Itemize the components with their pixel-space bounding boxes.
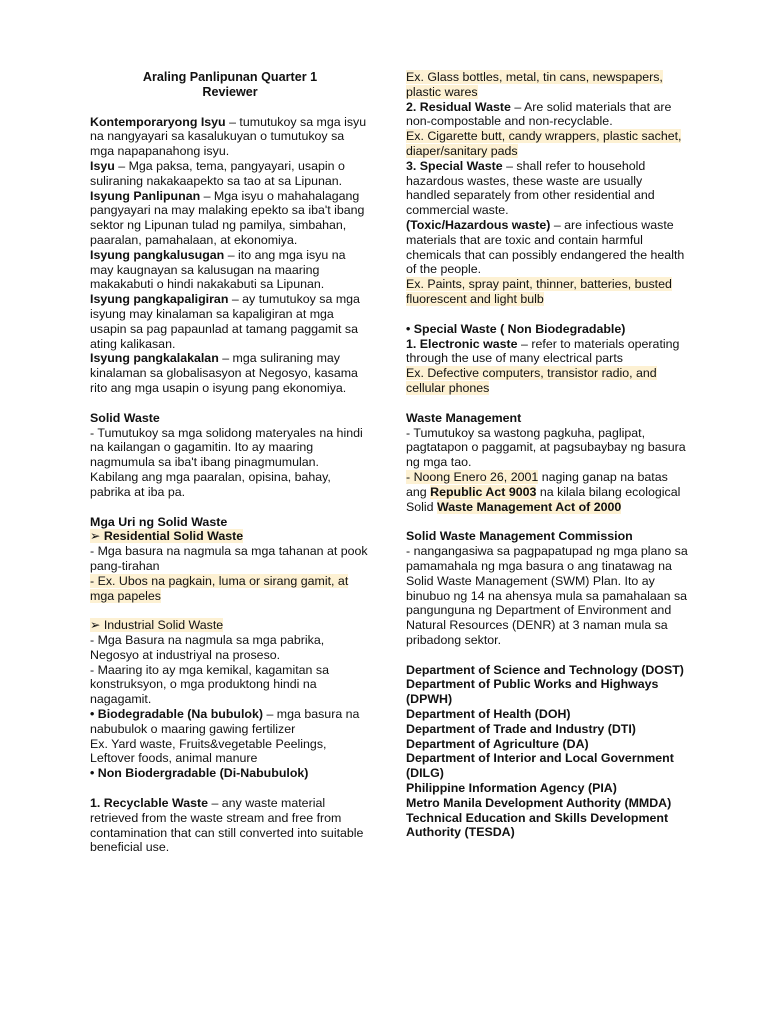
industrial-heading: ➢ Industrial Solid Waste <box>90 618 224 633</box>
recyclable-example: Ex. Glass bottles, metal, tin cans, newspapers, plastic wares <box>406 70 663 99</box>
agency-item: Department of Trade and Industry (DTI) <box>406 721 636 736</box>
biodegradable-example: Ex. Yard waste, Fruits&vegetable Peelings, Leftover foods, animal manure <box>90 736 327 766</box>
residual-example: Ex. Cigarette butt, candy wrappers, plastic sachet, diaper/sanitary pads <box>406 129 682 158</box>
recyclable-waste-entry <box>90 796 370 855</box>
mga-uri-heading: Mga Uri ng Solid Waste <box>90 514 228 529</box>
term: 1. Electronic waste <box>406 336 518 351</box>
isyung-pangkalusugan-entry <box>90 248 370 292</box>
republic-act-paragraph: - Noong Enero 26, 2001 naging ganap na batas ang Republic Act 9003 na kilala bilang ecological Solid Waste Management Act of 2000 <box>406 469 681 514</box>
isyung-pangkalakalan-entry <box>90 351 370 395</box>
right-column <box>406 70 688 840</box>
term: • Biodegradable (Na bubulok) <box>90 707 263 722</box>
solid-waste-heading: Solid Waste <box>90 410 160 425</box>
special-waste-non-bio-heading: • Special Waste ( Non Biodegradable) <box>406 321 626 336</box>
definition: – Are solid materials that are non-compostable and non-recyclable. <box>406 99 672 129</box>
residential-definition: - Mga basura na nagmula sa mga tahanan at pook pang-tirahan <box>90 544 368 573</box>
residential-example: - Ex. Ubos na pagkain, luma or sirang gamit, at mga papeles <box>90 573 349 603</box>
solid-waste-definition: - Tumutukoy sa mga solidong materyales na hindi na kailangan o gagamitin. Ito ay maaring nagmumula sa iba't ibang pinagmumulan. Kabilang ang mga paaralan, opisina, bahay, pabrika at iba pa. <box>90 425 363 499</box>
agency-list <box>406 663 688 841</box>
special-waste-entry <box>406 159 688 218</box>
toxic-waste-entry <box>406 218 688 277</box>
biodegradable-entry <box>90 707 370 737</box>
definition: – are infectious waste materials that are toxic and contain harmful chemicals that can possibly endangered the health of the people. <box>406 217 685 277</box>
definition: – refer to materials operating through the use of many electrical parts <box>406 336 680 366</box>
republic-act-highlight: Republic Act 9003 <box>430 484 537 499</box>
residential-heading: ➢ Residential Solid Waste <box>90 529 244 544</box>
agency-item: Department of Agriculture (DA) <box>406 736 589 751</box>
agency-item: Department of Health (DOH) <box>406 707 571 722</box>
isyu-entry <box>90 159 370 189</box>
agency-item: Technical Education and Skills Development Authority (TESDA) <box>406 810 669 840</box>
term: Isyung pangkalakalan <box>90 351 219 366</box>
industrial-definition-1: - Mga Basura na nagmula sa mga pabrika, Negosyo at industriyal na proseso. <box>90 633 325 662</box>
definition: – any waste material retrieved from the waste stream and free from contamination that can still converted into suitable beneficial use. <box>90 796 364 855</box>
agency-item: Department of Interior and Local Government (DILG) <box>406 751 674 781</box>
toxic-example: Ex. Paints, spray paint, thinner, batteries, busted fluorescent and light bulb <box>406 277 672 306</box>
agency-item: Metro Manila Development Authority (MMDA) <box>406 795 672 810</box>
isyung-panlipunan-entry <box>90 189 370 248</box>
term: Isyung pangkalusugan <box>90 247 225 262</box>
term: 3. Special Waste <box>406 158 503 173</box>
agency-item: Philippine Information Agency (PIA) <box>406 781 617 796</box>
residual-waste-entry <box>406 100 688 130</box>
act-name-highlight: Waste Management Act of 2000 <box>437 499 622 514</box>
definition: – Mga isyu o mahahalagang pangyayari na may malaking epekto sa iba't ibang sektor ng Lipunan tulad ng pamilya, simbahan, paaralan, pamahalaan, at ekonomiya. <box>90 188 365 247</box>
definition: – mga basura na nabubulok o maaring gawing fertilizer <box>90 707 360 736</box>
definition: – ito ang mga isyu na may kaugnayan sa kalusugan na maaring makakabuti o hindi nakakabuti sa Lipunan. <box>90 247 346 292</box>
isyung-pangkapaligiran-entry <box>90 292 370 351</box>
swm-commission-heading: Solid Waste Management Commission <box>406 529 633 544</box>
left-column <box>90 70 370 855</box>
definition: – mga suliraning may kinalaman sa globalisasyon at Negosyo, kasama rito ang mga usapin o isyung pang ekonomiya. <box>90 351 358 395</box>
kontemporaryong-isyu-entry <box>90 115 370 159</box>
definition: – tumutukoy sa mga isyu na nangyayari sa kasalukuyan o tumutukoy sa mga napapanahong isyu. <box>90 114 367 159</box>
term: Isyu <box>90 158 115 173</box>
electronic-example: Ex. Defective computers, transistor radio, and cellular phones <box>406 366 657 395</box>
title-line-2: Reviewer <box>202 84 258 99</box>
term: Kontemporaryong Isyu <box>90 114 226 129</box>
agency-item: Department of Science and Technology (DOST) <box>406 662 684 677</box>
definition: – ay tumutukoy sa mga isyung may kinalaman sa kapaligiran at mga usapin sa pag papaunlad at tamang paggamit sa ating kalikasan. <box>90 292 360 351</box>
waste-management-definition: - Tumutukoy sa wastong pagkuha, paglipat, pagtatapon o paggamit, at pagsubaybay ng basura ng mga tao. <box>406 425 686 470</box>
definition: – shall refer to household hazardous wastes, these waste are usually handled separately from other residential and commercial waste. <box>406 158 655 218</box>
document-title <box>90 70 370 100</box>
date-highlight: - Noong Enero 26, 2001 <box>406 469 539 484</box>
term: Isyung pangkapaligiran <box>90 292 229 307</box>
agency-item: Department of Public Works and Highways (DPWH) <box>406 677 659 707</box>
electronic-waste-entry <box>406 337 688 367</box>
term: Isyung Panlipunan <box>90 188 201 203</box>
industrial-definition-2: - Maaring ito ay mga kemikal, kagamitan sa konstruksyon, o mga produktong hindi na nagagamit. <box>90 662 329 707</box>
term: 1. Recyclable Waste <box>90 796 209 811</box>
non-biodegradable-heading: • Non Biodergradable (Di-Nabubulok) <box>90 766 309 781</box>
term: (Toxic/Hazardous waste) <box>406 217 551 232</box>
swm-commission-definition: - nangangasiwa sa pagpapatupad ng mga plano sa pamamahala ng mga basura o ang tinatawag na Solid Waste Management (SWM) Plan. Ito ay binubuo ng 14 na ahensya mula sa pamahalaan sa pangunguna ng Department of Environment and Natural Resources (DENR) at 3 naman mula sa pribadong sektor. <box>406 544 688 647</box>
title-line-1: Araling Panlipunan Quarter 1 <box>142 70 318 84</box>
term: 2. Residual Waste <box>406 99 511 114</box>
definition: – Mga paksa, tema, pangyayari, usapin o suliraning nakakaapekto sa tao at sa Lipunan. <box>90 158 345 188</box>
waste-management-heading: Waste Management <box>406 410 522 425</box>
